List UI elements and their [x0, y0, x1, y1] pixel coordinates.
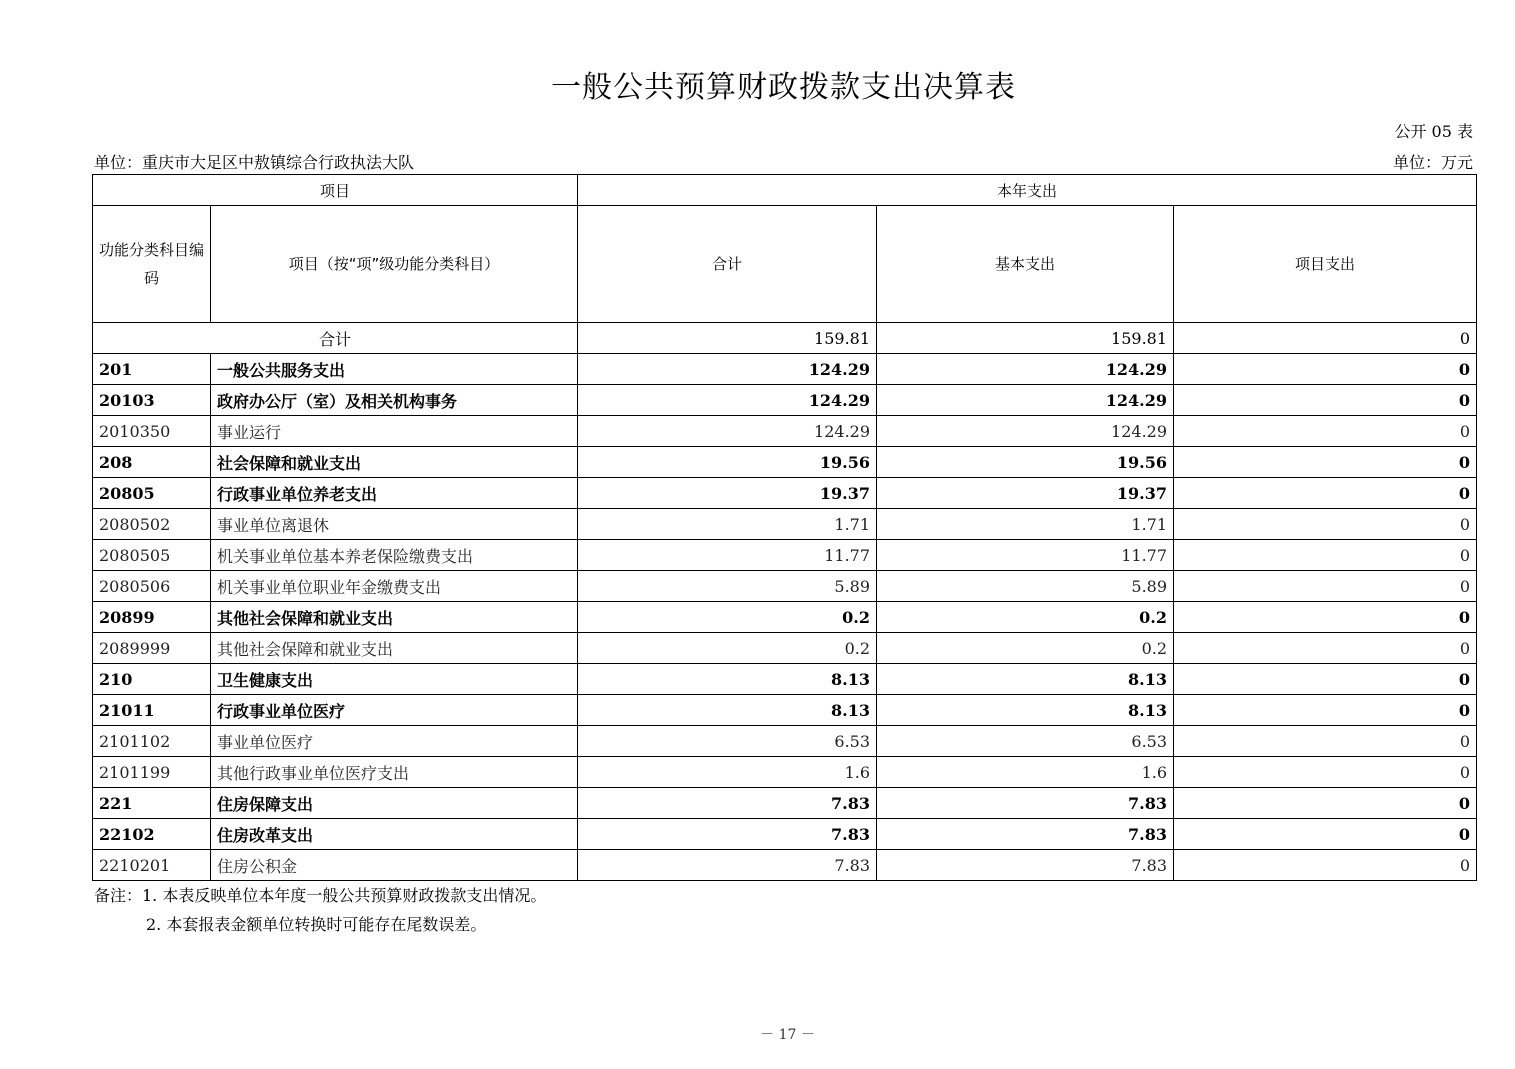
name-cell: 卫生健康支出 — [211, 664, 578, 695]
reporting-unit: 单位：重庆市大足区中敖镇综合行政执法大队 — [94, 153, 415, 172]
project-cell: 0 — [1174, 323, 1477, 354]
basic-cell: 1.71 — [877, 509, 1174, 540]
table-row — [93, 850, 1477, 881]
project-cell: 0 — [1174, 509, 1477, 540]
form-number: 公开 05 表 — [1394, 122, 1473, 141]
header-name: 项目（按“项”级功能分类科目） — [211, 206, 578, 323]
table-row — [93, 633, 1477, 664]
total-cell: 0.2 — [578, 602, 877, 633]
total-cell: 124.29 — [578, 416, 877, 447]
basic-cell: 0.2 — [877, 602, 1174, 633]
total-cell: 124.29 — [578, 385, 877, 416]
project-cell: 0 — [1174, 850, 1477, 881]
header-row-1 — [93, 175, 1477, 206]
total-cell: 5.89 — [578, 571, 877, 602]
table-row — [93, 788, 1477, 819]
table-row — [93, 540, 1477, 571]
name-cell: 机关事业单位基本养老保险缴费支出 — [211, 540, 578, 571]
name-cell: 住房保障支出 — [211, 788, 578, 819]
header-row-2 — [93, 206, 1477, 323]
name-cell: 其他社会保障和就业支出 — [211, 633, 578, 664]
code-cell: 20805 — [93, 478, 211, 509]
table-row — [93, 695, 1477, 726]
name-cell: 一般公共服务支出 — [211, 354, 578, 385]
name-cell: 行政事业单位养老支出 — [211, 478, 578, 509]
basic-cell: 7.83 — [877, 819, 1174, 850]
basic-cell: 7.83 — [877, 788, 1174, 819]
total-cell: 19.56 — [578, 447, 877, 478]
code-cell: 21011 — [93, 695, 211, 726]
table-row — [93, 509, 1477, 540]
total-cell: 7.83 — [578, 819, 877, 850]
code-cell: 2101199 — [93, 757, 211, 788]
basic-cell: 6.53 — [877, 726, 1174, 757]
code-cell: 2101102 — [93, 726, 211, 757]
total-cell: 19.37 — [578, 478, 877, 509]
code-cell: 2010350 — [93, 416, 211, 447]
code-cell: 201 — [93, 354, 211, 385]
name-cell: 住房公积金 — [211, 850, 578, 881]
basic-cell: 0.2 — [877, 633, 1174, 664]
total-cell: 8.13 — [578, 664, 877, 695]
table-row — [93, 385, 1477, 416]
currency-unit: 单位：万元 — [1392, 153, 1473, 172]
code-cell: 22102 — [93, 819, 211, 850]
table-row — [93, 416, 1477, 447]
project-cell: 0 — [1174, 788, 1477, 819]
header-item: 项目 — [93, 175, 578, 206]
table-row — [93, 447, 1477, 478]
total-label: 合计 — [93, 323, 578, 354]
project-cell: 0 — [1174, 478, 1477, 509]
name-cell: 行政事业单位医疗 — [211, 695, 578, 726]
project-cell: 0 — [1174, 602, 1477, 633]
total-cell: 7.83 — [578, 788, 877, 819]
basic-cell: 7.83 — [877, 850, 1174, 881]
basic-cell: 8.13 — [877, 664, 1174, 695]
table-row — [93, 819, 1477, 850]
code-cell: 2089999 — [93, 633, 211, 664]
project-cell: 0 — [1174, 633, 1477, 664]
basic-cell: 124.29 — [877, 385, 1174, 416]
project-cell: 0 — [1174, 664, 1477, 695]
project-cell: 0 — [1174, 416, 1477, 447]
header-this-year: 本年支出 — [578, 175, 1477, 206]
table-row — [93, 571, 1477, 602]
project-cell: 0 — [1174, 757, 1477, 788]
code-cell: 2210201 — [93, 850, 211, 881]
table-row — [93, 478, 1477, 509]
code-cell: 210 — [93, 664, 211, 695]
project-cell: 0 — [1174, 354, 1477, 385]
code-cell: 221 — [93, 788, 211, 819]
table-row — [93, 726, 1477, 757]
project-cell: 0 — [1174, 726, 1477, 757]
basic-cell: 159.81 — [877, 323, 1174, 354]
header-project: 项目支出 — [1174, 206, 1477, 323]
name-cell: 其他社会保障和就业支出 — [211, 602, 578, 633]
name-cell: 机关事业单位职业年金缴费支出 — [211, 571, 578, 602]
name-cell: 政府办公厅（室）及相关机构事务 — [211, 385, 578, 416]
project-cell: 0 — [1174, 571, 1477, 602]
notes — [94, 881, 546, 939]
basic-cell: 124.29 — [877, 354, 1174, 385]
project-cell: 0 — [1174, 447, 1477, 478]
total-row — [93, 323, 1477, 354]
total-cell: 7.83 — [578, 850, 877, 881]
name-cell: 其他行政事业单位医疗支出 — [211, 757, 578, 788]
name-cell: 住房改革支出 — [211, 819, 578, 850]
basic-cell: 19.56 — [877, 447, 1174, 478]
code-cell: 208 — [93, 447, 211, 478]
header-basic: 基本支出 — [877, 206, 1174, 323]
code-cell: 2080505 — [93, 540, 211, 571]
basic-cell: 8.13 — [877, 695, 1174, 726]
total-cell: 11.77 — [578, 540, 877, 571]
table-row — [93, 602, 1477, 633]
project-cell: 0 — [1174, 695, 1477, 726]
header-code: 功能分类科目编码 — [93, 206, 211, 323]
page-number: － 17 － — [760, 1027, 815, 1043]
expenditure-table — [92, 174, 1477, 881]
page-title: 一般公共预算财政拨款支出决算表 — [551, 70, 1016, 105]
name-cell: 事业单位医疗 — [211, 726, 578, 757]
code-cell: 20899 — [93, 602, 211, 633]
table-row — [93, 664, 1477, 695]
basic-cell: 11.77 — [877, 540, 1174, 571]
project-cell: 0 — [1174, 385, 1477, 416]
basic-cell: 5.89 — [877, 571, 1174, 602]
project-cell: 0 — [1174, 540, 1477, 571]
total-cell: 124.29 — [578, 354, 877, 385]
table-row — [93, 354, 1477, 385]
total-cell: 0.2 — [578, 633, 877, 664]
basic-cell: 1.6 — [877, 757, 1174, 788]
code-cell: 2080502 — [93, 509, 211, 540]
table-row — [93, 757, 1477, 788]
total-cell: 8.13 — [578, 695, 877, 726]
total-cell: 159.81 — [578, 323, 877, 354]
project-cell: 0 — [1174, 819, 1477, 850]
note-line-2: 2. 本套报表金额单位转换时可能存在尾数误差。 — [146, 915, 487, 934]
basic-cell: 19.37 — [877, 478, 1174, 509]
name-cell: 事业单位离退休 — [211, 509, 578, 540]
name-cell: 社会保障和就业支出 — [211, 447, 578, 478]
code-cell: 20103 — [93, 385, 211, 416]
total-cell: 1.6 — [578, 757, 877, 788]
header-total: 合计 — [578, 206, 877, 323]
basic-cell: 124.29 — [877, 416, 1174, 447]
code-cell: 2080506 — [93, 571, 211, 602]
note-line-1: 备注：1. 本表反映单位本年度一般公共预算财政拨款支出情况。 — [94, 886, 547, 905]
name-cell: 事业运行 — [211, 416, 578, 447]
total-cell: 6.53 — [578, 726, 877, 757]
total-cell: 1.71 — [578, 509, 877, 540]
